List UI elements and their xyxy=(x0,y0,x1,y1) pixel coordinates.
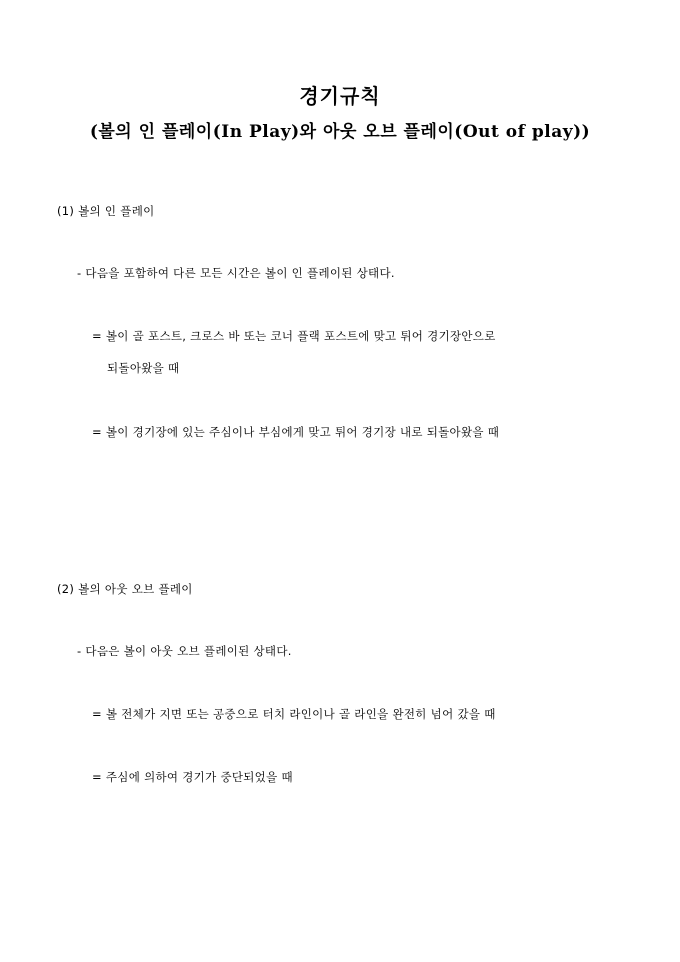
section-1-item-1-continuation: 되돌아왔을 때 xyxy=(107,361,180,375)
section-2-item-1: = 볼 전체가 지면 또는 공중으로 터치 라인이나 골 라인을 완전히 넘어 갔을 때 xyxy=(92,707,496,721)
section-2-heading: (2) 볼의 아웃 오브 플레이 xyxy=(57,582,193,596)
section-1-heading: (1) 볼의 인 플레이 xyxy=(57,204,155,218)
section-1-item-1: = 볼이 골 포스트, 크로스 바 또는 코너 플랙 포스트에 맞고 튀어 경기장안으로 xyxy=(92,329,496,343)
section-1-lead: - 다음을 포함하여 다른 모든 시간은 볼이 인 플레이된 상태다. xyxy=(77,266,395,280)
section-1-item-2: = 볼이 경기장에 있는 주심이나 부심에게 맞고 튀어 경기장 내로 되돌아왔을 때 xyxy=(92,425,500,439)
section-2-lead: - 다음은 볼이 아웃 오브 플레이된 상태다. xyxy=(77,644,292,658)
section-2-item-2: = 주심에 의하여 경기가 중단되었을 때 xyxy=(92,770,293,784)
document-subtitle: (볼의 인 플레이(In Play)와 아웃 오브 플레이(Out of play)) xyxy=(89,122,591,142)
document-title: 경기규칙 xyxy=(299,84,381,108)
